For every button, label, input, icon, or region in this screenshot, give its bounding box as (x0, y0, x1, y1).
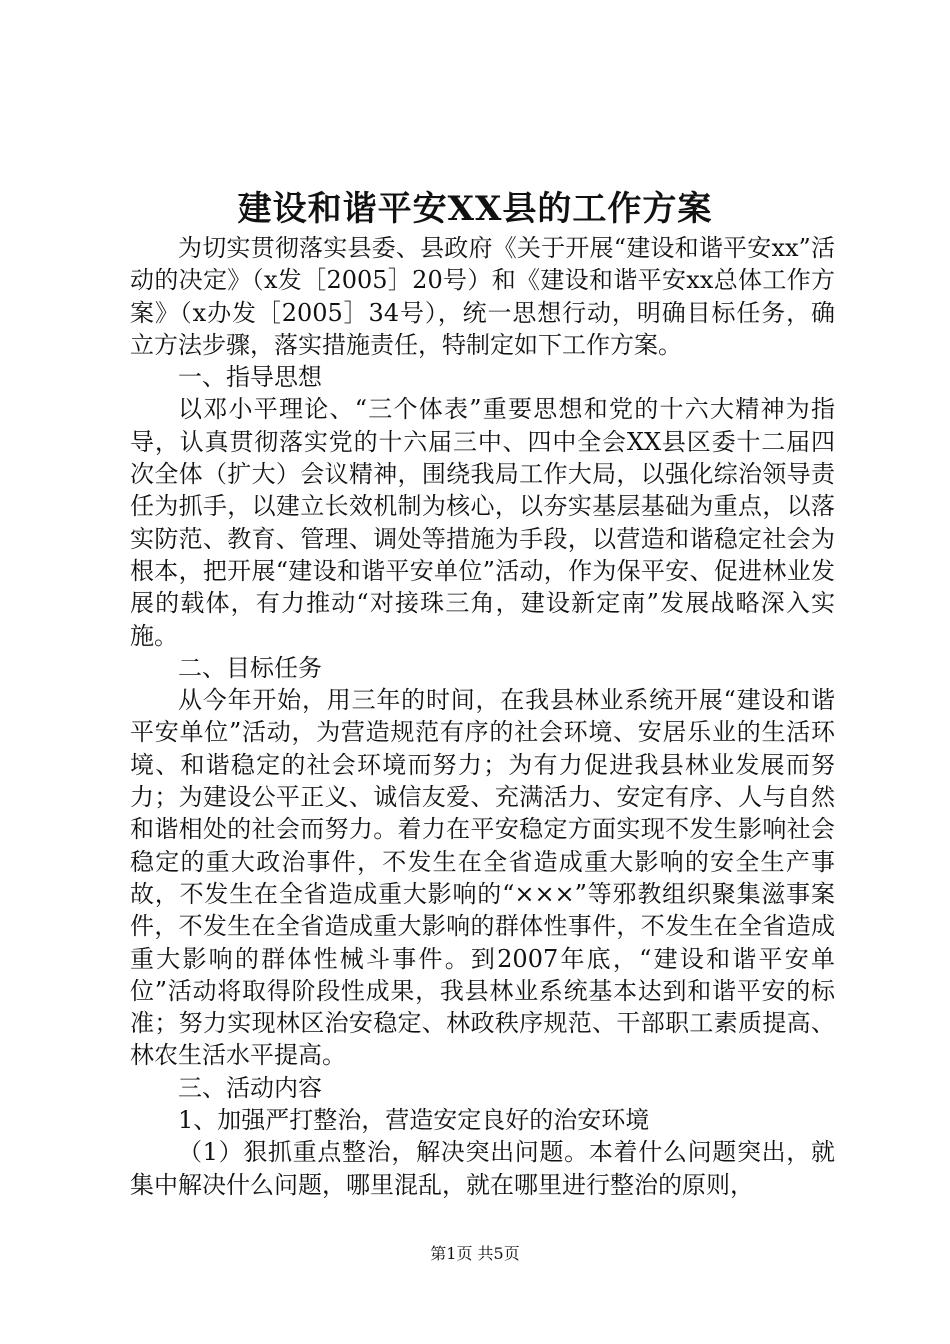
body-paragraph: 从今年开始，用三年的时间，在我县林业系统开展“建设和谐平安单位”活动，为营造规范有序的社会环境、安居乐业的生活环境、和谐稳定的社会环境而努力；为有力促进我县林业发展而努力；为建设公平正义、诚信友爱、充满活力、安定有序、人与自然和谐相处的社会而努力。着力在平安稳定方面实现不发生影响社会稳定的重大政治事件，不发生在全省造成重大影响的安全生产事故，不发生在全省造成重大影响的“×××”等邪教组织聚集滋事案件，不发生在全省造成重大影响的群体性事件，不发生在全省造成重大影响的群体性械斗事件。到2007年底，“建设和谐平安单位”活动将取得阶段性成果，我县林业系统基本达到和谐平安的标准；努力实现林区治安稳定、林政秩序规范、干部职工素质提高、林农生活水平提高。 (130, 686, 835, 1070)
document-title: 建设和谐平安XX县的工作方案 (237, 189, 713, 229)
section-heading: 三、活动内容 (178, 1073, 322, 1102)
document-body (130, 232, 835, 1201)
intro-paragraph: 为切实贯彻落实县委、县政府《关于开展“建设和谐平安xx”活动的决定》（x发［2005］20号）和《建设和谐平安xx总体工作方案》（x办发［2005］34号），统一思想行动，明确目标任务，确立方法步骤，落实措施责任，特制定如下工作方案。 (130, 234, 835, 359)
body-paragraph: 以邓小平理论、“三个体表”重要思想和党的十六大精神为指导，认真贯彻落实党的十六届三中、四中全会XX县区委十二届四次全体（扩大）会议精神，围绕我局工作大局，以强化综治领导责任为抓手，以建立长效机制为核心，以夯实基层基础为重点，以落实防范、教育、管理、调处等措施为手段，以营造和谐稳定社会为根本，把开展“建设和谐平安单位”活动，作为保平安、促进林业发展的载体，有力推动“对接珠三角，建设新定南”发展战略深入实施。 (130, 395, 835, 650)
page-footer: 第1页 共5页 (430, 1244, 520, 1263)
section-heading: 一、指导思想 (178, 363, 322, 392)
body-paragraph: （1）狠抓重点整治，解决突出问题。本着什么问题突出，就集中解决什么问题，哪里混乱，就在哪里进行整治的原则， (130, 1138, 835, 1199)
subsection-heading: 1、加强严打整治，营造安定良好的治安环境 (178, 1106, 650, 1135)
section-heading: 二、目标任务 (178, 653, 322, 682)
